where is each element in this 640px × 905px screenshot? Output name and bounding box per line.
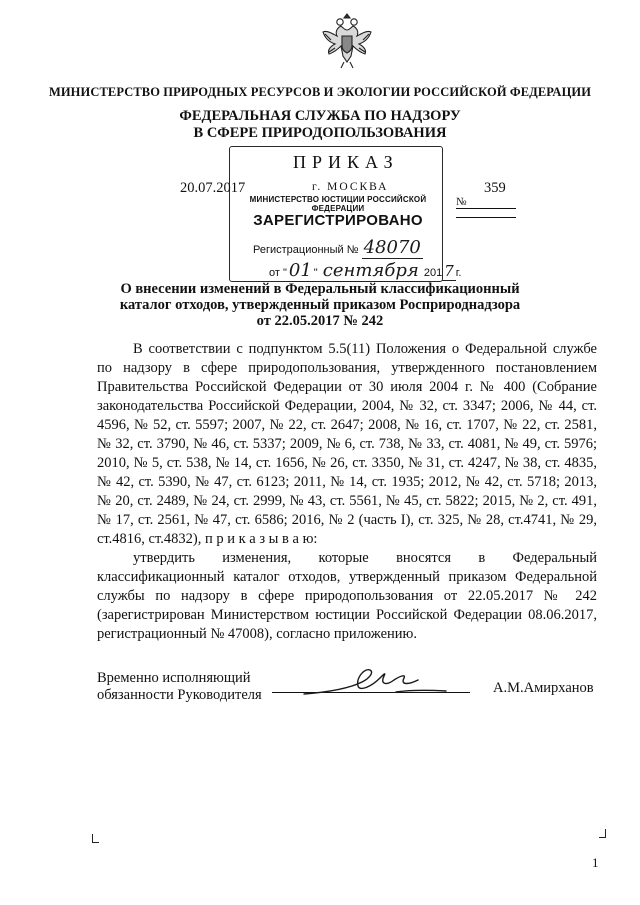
stamp-date-prefix: от " bbox=[269, 267, 287, 279]
page-number: 1 bbox=[592, 855, 599, 870]
order-word: п р и к а з ы в а ю: bbox=[204, 531, 318, 547]
handwritten-signature-icon bbox=[300, 664, 470, 704]
stamp-date-quote: " bbox=[313, 267, 318, 279]
issue-city: г. МОСКВА bbox=[312, 181, 389, 193]
stamp-reg-number-label: Регистрационный № bbox=[253, 244, 359, 256]
stamp-reg-number: 48070 bbox=[363, 237, 421, 258]
ministry-name: МИНИСТЕРСТВО ПРИРОДНЫХ РЕСУРСОВ И ЭКОЛОГИИ РОССИЙСКОЙ ФЕДЕРАЦИИ bbox=[48, 85, 592, 99]
number-underline bbox=[456, 217, 516, 218]
order-date: 20.07.2017 bbox=[180, 180, 246, 196]
signatory-name: А.М.Амирханов bbox=[493, 680, 594, 696]
corner-mark-left bbox=[92, 834, 99, 843]
stamp-date-month: сентября bbox=[322, 260, 419, 281]
order-number: 359 bbox=[484, 180, 506, 196]
stamp-department: МИНИСТЕРСТВО ЮСТИЦИИ РОССИЙСКОЙ ФЕДЕРАЦИИ bbox=[249, 195, 427, 213]
body-paragraph-1 bbox=[97, 340, 597, 549]
body-paragraph-2: утвердить изменения, которые вносятся в Федеральный классификационный каталог отходов, утвержденный приказом Федеральной службы по надзору в сфере природопользования от 22.05.2017 № 242 (зарегистрирован Министерством юстиции Российской Федерации 08.06.2017, регистрационный № 47008), согласно приложению. bbox=[97, 550, 597, 642]
signatory-title bbox=[97, 670, 262, 704]
order-body bbox=[97, 340, 597, 644]
subject-line3: от 22.05.2017 № 242 bbox=[256, 313, 384, 329]
stamp-date-suffix: г. bbox=[455, 267, 462, 279]
paragraph-1-text: В соответствии с подпунктом 5.5(11) Положения о Федеральной службе по надзору в сфере природопользования, утвержденного постановлением Правительства Российской Федерации от 30 июля 2004 г. № 400 (Собрание законодательства Российской Федерации, 2004, № 32, ст. 3347; 2006, № 44, ст. 4596, № 52, ст. 5597; 2007, № 22, ст. 2647; 2008, № 16, ст. 1707, № 22, ст. 2581, № 32, ст. 3790, № 46, ст. 5337; 2009, № 6, ст. 738, № 33, ст. 4081, № 49, ст. 5976; 2010, № 5, ст. 538, № 14, ст. 1656, № 26, ст. 3350, № 31, ст. 4247, № 38, ст. 4835, № 42, ст. 5390, № 47, ст. 6123; 2011, № 14, ст. 1935; 2012, № 42, ст. 5718; 2013, № 20, ст. 2489, № 24, ст. 2999, № 43, ст. 5561, № 45, ст. 5822; 2015, № 2, ст. 491, № 17, ст. 2561, № 47, ст. 6586; 2016, № 2 (часть I), ст. 325, № 28, ст.4741, № 29, ст.4816, ст.4832), bbox=[97, 341, 597, 547]
signatory-title-line1: Временно исполняющий bbox=[97, 670, 251, 686]
stamp-reg-number-row bbox=[253, 237, 443, 258]
document-type: ПРИКАЗ bbox=[293, 152, 399, 172]
subject-line1: О внесении изменений в Федеральный классификационный bbox=[120, 281, 520, 297]
signatory-title-line2: обязанности Руководителя bbox=[97, 687, 262, 703]
coat-of-arms-emblem-icon bbox=[311, 6, 383, 78]
stamp-date-row bbox=[269, 260, 462, 281]
number-field bbox=[452, 196, 534, 221]
stamp-registered: ЗАРЕГИСТРИРОВАНО bbox=[253, 212, 423, 229]
stamp-date-year-suffix: 7 bbox=[444, 262, 454, 280]
order-subject bbox=[0, 281, 640, 329]
service-name-line1: ФЕДЕРАЛЬНАЯ СЛУЖБА ПО НАДЗОРУ bbox=[179, 108, 461, 124]
corner-mark-right bbox=[599, 829, 606, 838]
stamp-date-year-prefix: 201 bbox=[423, 267, 443, 279]
service-name-line2: В СФЕРЕ ПРИРОДОПОЛЬЗОВАНИЯ bbox=[193, 125, 447, 141]
subject-line2: каталог отходов, утвержденный приказом Росприроднадзора bbox=[119, 297, 521, 313]
stamp-date-day: 01 bbox=[288, 260, 312, 281]
number-prefix: № bbox=[456, 196, 516, 209]
